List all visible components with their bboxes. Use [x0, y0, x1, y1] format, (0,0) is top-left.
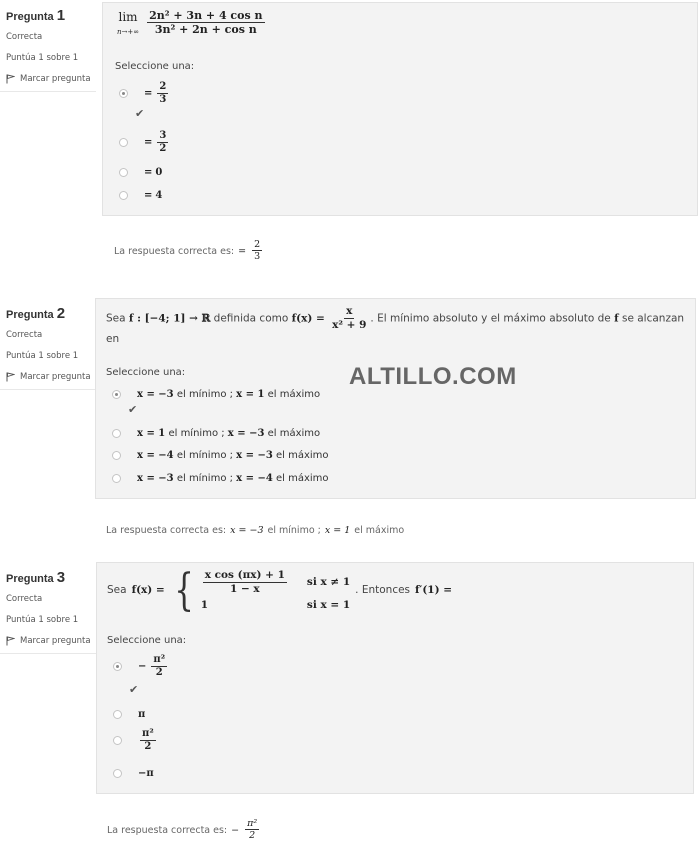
flag-question-button[interactable] — [6, 74, 96, 84]
option-radio[interactable] — [112, 451, 121, 460]
piecewise-brace: { — [173, 565, 194, 616]
option-radio[interactable] — [112, 474, 121, 483]
flag-question-button[interactable] — [6, 372, 96, 382]
option-radio[interactable] — [112, 390, 121, 399]
question-stem-2: Sea f : [−4; 1] → ℝ definida como f(x) = $\frac{x}{\text{x² + 9}}$ . El mínimo absoluto y el máximo absoluto de f se alcanzan en — [106, 305, 685, 345]
flag-question-label: Marcar pregunta — [20, 636, 91, 646]
question-panel-3 — [96, 562, 694, 794]
flag-question-label: Marcar pregunta — [20, 74, 91, 84]
option-2[interactable]: x = 1 el mínimo ; x = −3 el máximo — [112, 428, 320, 439]
flag-question-button[interactable] — [6, 636, 96, 646]
option-2[interactable]: π — [113, 709, 145, 720]
flag-icon — [6, 636, 15, 646]
question-score: Puntúa 1 sobre 1 — [6, 615, 79, 625]
option-3[interactable]: $\frac{\text{π²}}{2}$ — [113, 728, 158, 754]
correct-answer-3: La respuesta correcta es: − $\frac{\text{π²}}{2}$ — [107, 818, 258, 842]
option-3[interactable]: = 0 — [119, 167, 162, 178]
option-radio[interactable] — [119, 89, 128, 98]
flag-icon — [6, 74, 15, 84]
question-stem-3: Sea f(x) = { $\frac{\text{x cos (πx) + 1}}{1 - x}$ si x ≠ 1 1 si x = 1 . Entonces f′(1) = — [107, 565, 453, 616]
question-score: Puntúa 1 sobre 1 — [6, 351, 79, 361]
option-2[interactable]: = $\frac{3}{2}$ — [119, 130, 170, 156]
question-status: Correcta — [6, 594, 43, 604]
option-radio[interactable] — [113, 710, 122, 719]
question-number: Pregunta 2 — [6, 305, 66, 322]
question-panel-2 — [95, 298, 696, 499]
question-info-3 — [0, 564, 96, 654]
option-radio[interactable] — [119, 138, 128, 147]
select-one-label: Seleccione una: — [106, 367, 186, 378]
question-info-2 — [0, 300, 96, 390]
question-info-1 — [0, 2, 96, 92]
question-number: Pregunta 3 — [6, 569, 66, 586]
option-1[interactable]: − $\frac{\text{π²}}{2}$ — [113, 654, 169, 680]
correct-check-icon: ✔ — [129, 683, 139, 696]
option-4[interactable]: x = −3 el mínimo ; x = −4 el máximo — [112, 473, 329, 484]
correct-answer-2: La respuesta correcta es: x = −3 el mínimo ; x = 1 el máximo — [106, 525, 405, 536]
option-radio[interactable] — [113, 736, 122, 745]
flag-question-label: Marcar pregunta — [20, 372, 91, 382]
option-1[interactable]: x = −3 el mínimo ; x = 1 el máximo — [112, 389, 320, 400]
question-score: Puntúa 1 sobre 1 — [6, 53, 79, 63]
select-one-label: Seleccione una: — [107, 635, 187, 646]
option-radio[interactable] — [119, 168, 128, 177]
option-1[interactable]: = $\frac{2}{3}$ — [119, 81, 170, 107]
question-status: Correcta — [6, 330, 43, 340]
question-panel-1 — [102, 2, 698, 216]
correct-check-icon: ✔ — [128, 403, 138, 416]
correct-check-icon: ✔ — [135, 107, 145, 120]
option-radio[interactable] — [119, 191, 128, 200]
option-radio[interactable] — [112, 429, 121, 438]
option-4[interactable]: −π — [113, 768, 154, 779]
question-stem-1: lim n→+∞ $\frac{\text{2n² + 3n + 4 cos n}}{\text{3n² + 2n + cos n}}$ — [117, 9, 263, 37]
option-4[interactable]: = 4 — [119, 190, 162, 201]
select-one-label: Seleccione una: — [115, 61, 195, 72]
watermark: ALTILLO.COM — [349, 363, 517, 390]
flag-icon — [6, 372, 15, 382]
question-status: Correcta — [6, 32, 43, 42]
correct-answer-1: La respuesta correcta es: = $\frac{2}{3}$ — [114, 239, 261, 263]
option-radio[interactable] — [113, 662, 122, 671]
option-3[interactable]: x = −4 el mínimo ; x = −3 el máximo — [112, 450, 329, 461]
question-number: Pregunta 1 — [6, 7, 66, 24]
option-radio[interactable] — [113, 769, 122, 778]
